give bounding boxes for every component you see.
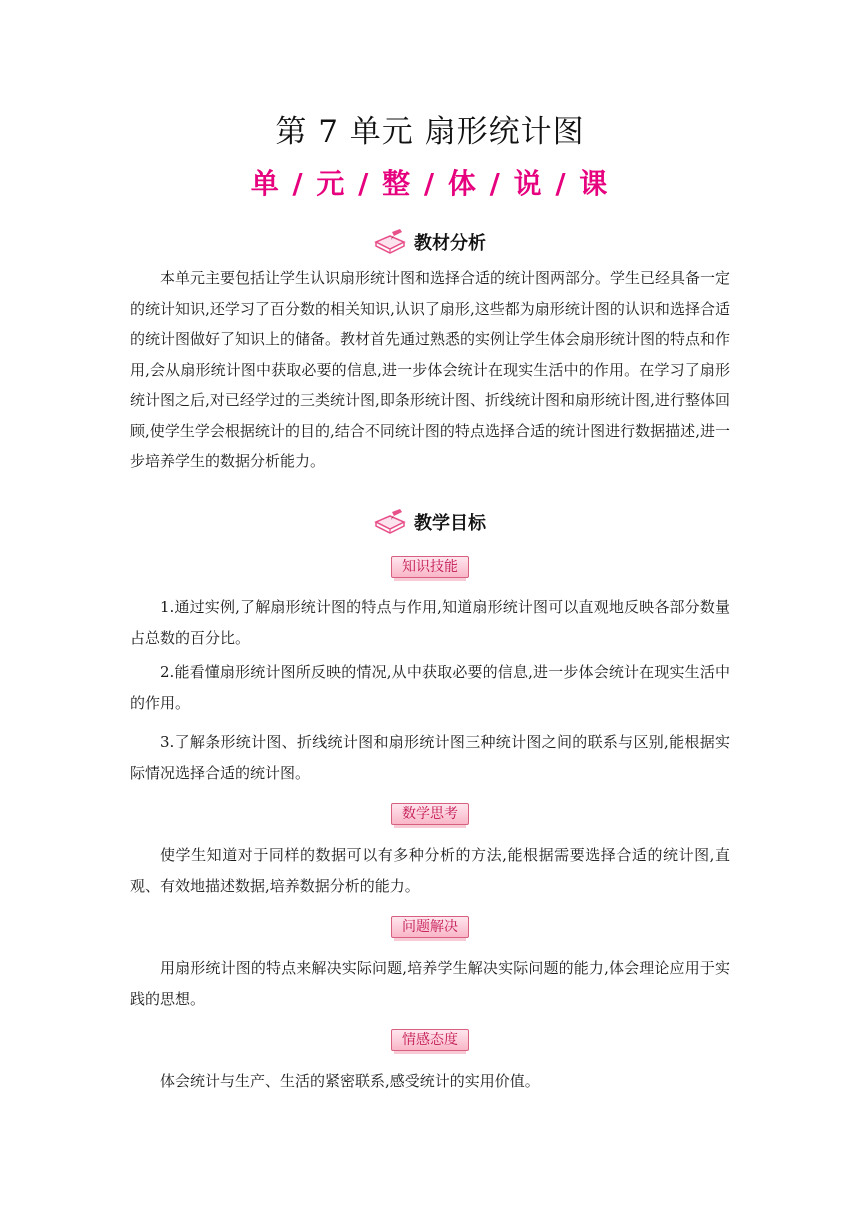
goal-item: 2.能看懂扇形统计图所反映的情况,从中获取必要的信息,进一步体会统计在现实生活中的作用。 (130, 663, 730, 712)
section-heading-analysis (0, 228, 860, 256)
tag-problem-solving: 问题解决 (391, 916, 469, 938)
problem-paragraph: 用扇形统计图的特点来解决实际问题,培养学生解决实际问题的能力,体会理论应用于实践的思想。 (130, 959, 730, 1008)
goal-item: 3.了解条形统计图、折线统计图和扇形统计图三种统计图之间的联系与区别,能根据实际情况选择合适的统计图。 (130, 733, 730, 782)
page-title: 第 7 单元 扇形统计图 (275, 114, 585, 150)
attitude-paragraph: 体会统计与生产、生活的紧密联系,感受统计的实用价值。 (160, 1072, 540, 1090)
thinking-paragraph: 使学生知道对于同样的数据可以有多种分析的方法,能根据需要选择合适的统计图,直观、有效地描述数据,培养数据分析的能力。 (130, 846, 730, 895)
section-heading-text: 教学目标 (414, 513, 486, 534)
goal-item: 1.通过实例,了解扇形统计图的特点与作用,知道扇形统计图可以直观地反映各部分数量占总数的百分比。 (130, 598, 730, 647)
book-pencil-icon (374, 228, 408, 256)
page-subtitle: 单 / 元 / 整 / 体 / 说 / 课 (250, 167, 610, 200)
tag-knowledge-skills: 知识技能 (391, 556, 469, 578)
section-heading-goals (0, 508, 860, 536)
analysis-paragraph: 本单元主要包括让学生认识扇形统计图和选择合适的统计图两部分。学生已经具备一定的统计知识,还学习了百分数的相关知识,认识了扇形,这些都为扇形统计图的认识和选择合适的统计图做好了知识上的储备。教材首先通过熟悉的实例让学生体会扇形统计图的特点和作用,会从扇形统计图中获取必要的信息,进一步体会统计在现实生活中的作用。在学习了扇形统计图之后,对已经学过的三类统计图,即条形统计图、折线统计图和扇形统计图,进行整体回顾,使学生学会根据统计的目的,结合不同统计图的特点选择合适的统计图进行数据描述,进一步培养学生的数据分析能力。 (130, 269, 731, 470)
tag-emotion-attitude: 情感态度 (391, 1029, 469, 1051)
book-pencil-icon (374, 508, 408, 536)
tag-math-thinking: 数学思考 (391, 803, 469, 825)
section-heading-text: 教材分析 (414, 233, 486, 254)
